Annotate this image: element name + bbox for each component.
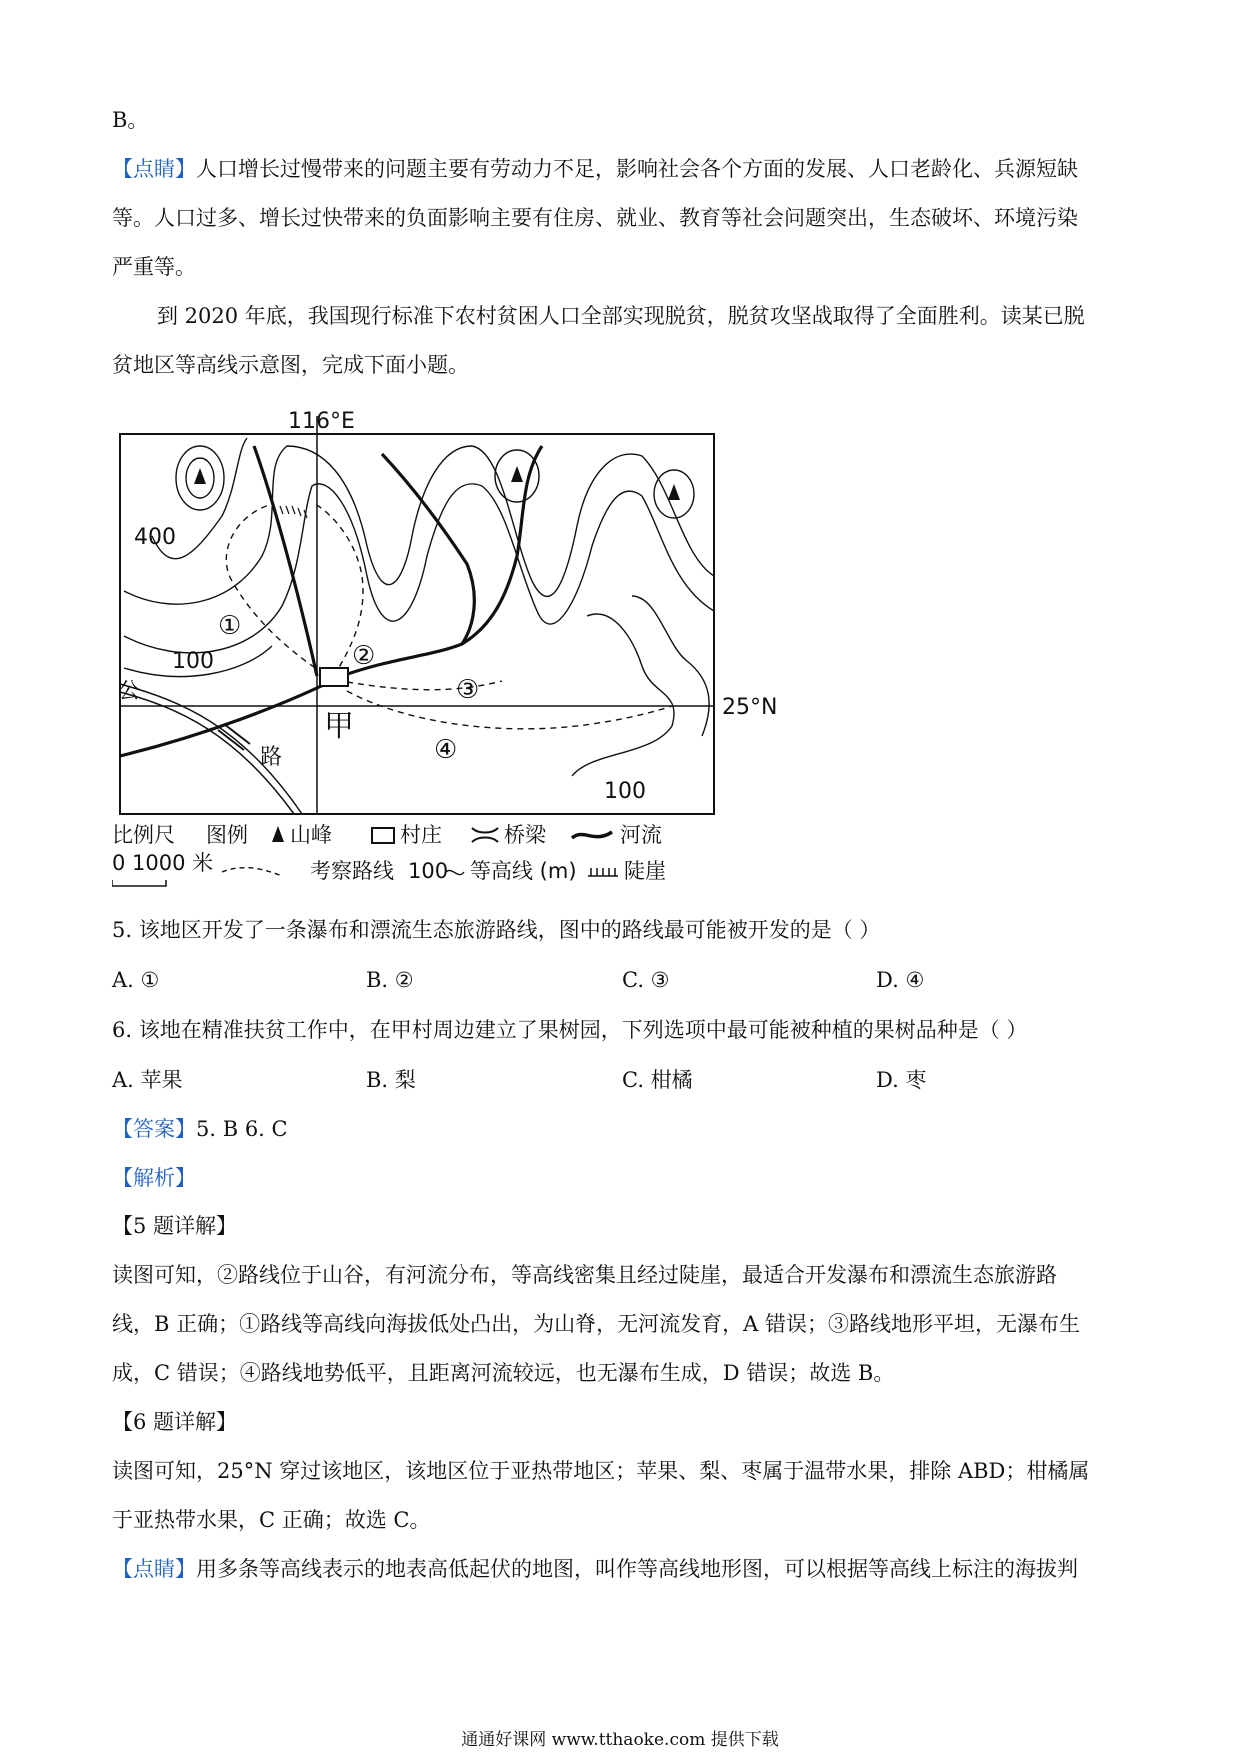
text-line-1: B。 xyxy=(112,108,149,132)
q5-option-b: B. ② xyxy=(366,968,414,992)
text-line-5: 到 2020 年底，我国现行标准下农村贫困人口全部实现脱贫，脱贫攻坚战取得了全面胜利。读某已脱 xyxy=(157,304,1085,328)
road-label-1: 公 xyxy=(118,679,141,704)
text-line-6: 贫地区等高线示意图，完成下面小题。 xyxy=(112,353,469,377)
q6-detail-2: 于亚热带水果，C 正确；故选 C。 xyxy=(112,1508,431,1532)
peak-icon-1 xyxy=(194,468,206,484)
legend-contour-icon xyxy=(446,870,464,874)
q5-stem: 5. 该地区开发了一条瀑布和漂流生态旅游路线，图中的路线最可能被开发的是（ ） xyxy=(112,918,881,942)
answer-line xyxy=(112,1115,288,1143)
legend-cliff-label: 陡崖 xyxy=(624,859,666,883)
tip2-text: 用多条等高线表示的地表高低起伏的地图，叫作等高线地形图，可以根据等高线上标注的海拔判 xyxy=(196,1557,1078,1581)
q6-option-c: C. 柑橘 xyxy=(622,1068,693,1092)
contour-400-label: 400 xyxy=(134,525,176,550)
q5-option-a: A. ① xyxy=(112,968,160,992)
legend-peak-label: 山峰 xyxy=(290,823,332,847)
legend-bridge-icon xyxy=(472,828,498,842)
answer-tag: 【答案】 xyxy=(112,1117,196,1141)
q6-option-b: B. 梨 xyxy=(366,1068,416,1092)
scale-bar xyxy=(112,880,166,886)
bridge-marker xyxy=(218,724,250,750)
answer-text: 5. B 6. C xyxy=(196,1117,288,1141)
tip2-tag: 【点睛】 xyxy=(112,1557,196,1581)
text-line-3: 等。人口过多、增长过快带来的负面影响主要有住房、就业、教育等社会问题突出，生态破坏、环境污染 xyxy=(112,206,1078,230)
legend-cliff-icon xyxy=(588,868,618,876)
q6-stem: 6. 该地在精准扶贫工作中，在甲村周边建立了果树园，下列选项中最可能被种植的果树品种是（ ） xyxy=(112,1018,1028,1042)
legend-peak-icon xyxy=(272,826,284,842)
tip-tag: 【点睛】 xyxy=(112,157,196,181)
map-frame xyxy=(120,434,714,814)
legend-route-icon xyxy=(222,868,282,876)
analysis-tag: 【解析】 xyxy=(112,1166,196,1190)
peak-icon-2 xyxy=(511,466,523,482)
q6-detail-heading: 【6 题详解】 xyxy=(112,1410,238,1434)
legend-bridge-label: 桥梁 xyxy=(504,823,546,847)
legend-route-label: 考察路线 xyxy=(310,859,394,883)
village-marker xyxy=(320,668,348,686)
contour-100-label-b: 100 xyxy=(604,779,646,804)
q5-detail-heading: 【5 题详解】 xyxy=(112,1214,238,1238)
river-west xyxy=(254,446,317,676)
legend xyxy=(112,823,666,886)
legend-village-label: 村庄 xyxy=(400,823,442,847)
q5-option-c: C. ③ xyxy=(622,968,670,992)
lat-label: 25°N xyxy=(722,695,778,720)
village-label: 甲 xyxy=(324,709,354,744)
route-label-4: ④ xyxy=(434,735,458,765)
legend-village-icon xyxy=(372,828,394,843)
q5-detail-1: 读图可知，②路线位于山谷，有河流分布，等高线密集且经过陡崖，最适合开发瀑布和漂流生态旅游路 xyxy=(112,1263,1057,1287)
route-label-1: ① xyxy=(218,611,242,641)
route-path-4 xyxy=(347,691,672,729)
contour-lines xyxy=(124,438,714,776)
road-label-2: 路 xyxy=(260,745,283,770)
text-line-4: 严重等。 xyxy=(112,255,196,279)
text-line-2 xyxy=(112,155,1078,183)
tip-text: 人口增长过慢带来的问题主要有劳动力不足，影响社会各个方面的发展、人口老龄化、兵源短缺 xyxy=(196,157,1078,181)
q5-detail-3: 成，C 错误；④路线地势低平，且距离河流较远，也无瀑布生成，D 错误；故选 B。 xyxy=(112,1361,895,1385)
contour-100-right xyxy=(572,614,674,776)
route-label-3: ③ xyxy=(456,675,480,705)
legend-scale-label: 比例尺 xyxy=(112,823,175,847)
legend-contour-value: 100 xyxy=(408,859,449,883)
q6-detail-1: 读图可知，25°N 穿过该地区，该地区位于亚热带地区；苹果、梨、枣属于温带水果，排除 ABD；柑橘属 xyxy=(112,1459,1090,1483)
q6-option-d: D. 枣 xyxy=(876,1068,927,1092)
legend-contour-label: 等高线 (m) xyxy=(470,859,577,883)
q5-option-d: D. ④ xyxy=(876,968,925,992)
legend-scale-value: 0 1000 米 xyxy=(112,851,214,875)
footer-watermark: 通通好课网 www.tthaoke.com 提供下载 xyxy=(461,1730,779,1750)
cliffs xyxy=(280,506,307,518)
contour-right-outer xyxy=(632,596,709,736)
contour-map xyxy=(112,406,802,896)
legend-river-label: 河流 xyxy=(620,823,662,847)
peak-icon-3 xyxy=(668,484,680,500)
contour-100-label-a: 100 xyxy=(172,649,214,674)
legend-river-icon xyxy=(572,832,612,838)
q5-detail-2: 线，B 正确；①路线等高线向海拔低处凸出，为山脊，无河流发育，A 错误；③路线地形平坦，无瀑布生 xyxy=(112,1312,1080,1336)
lon-label: 116°E xyxy=(288,409,355,434)
q6-option-a: A. 苹果 xyxy=(112,1068,183,1092)
legend-title: 图例 xyxy=(206,823,248,847)
route-label-2: ② xyxy=(352,641,376,671)
tip-line xyxy=(112,1555,1078,1583)
